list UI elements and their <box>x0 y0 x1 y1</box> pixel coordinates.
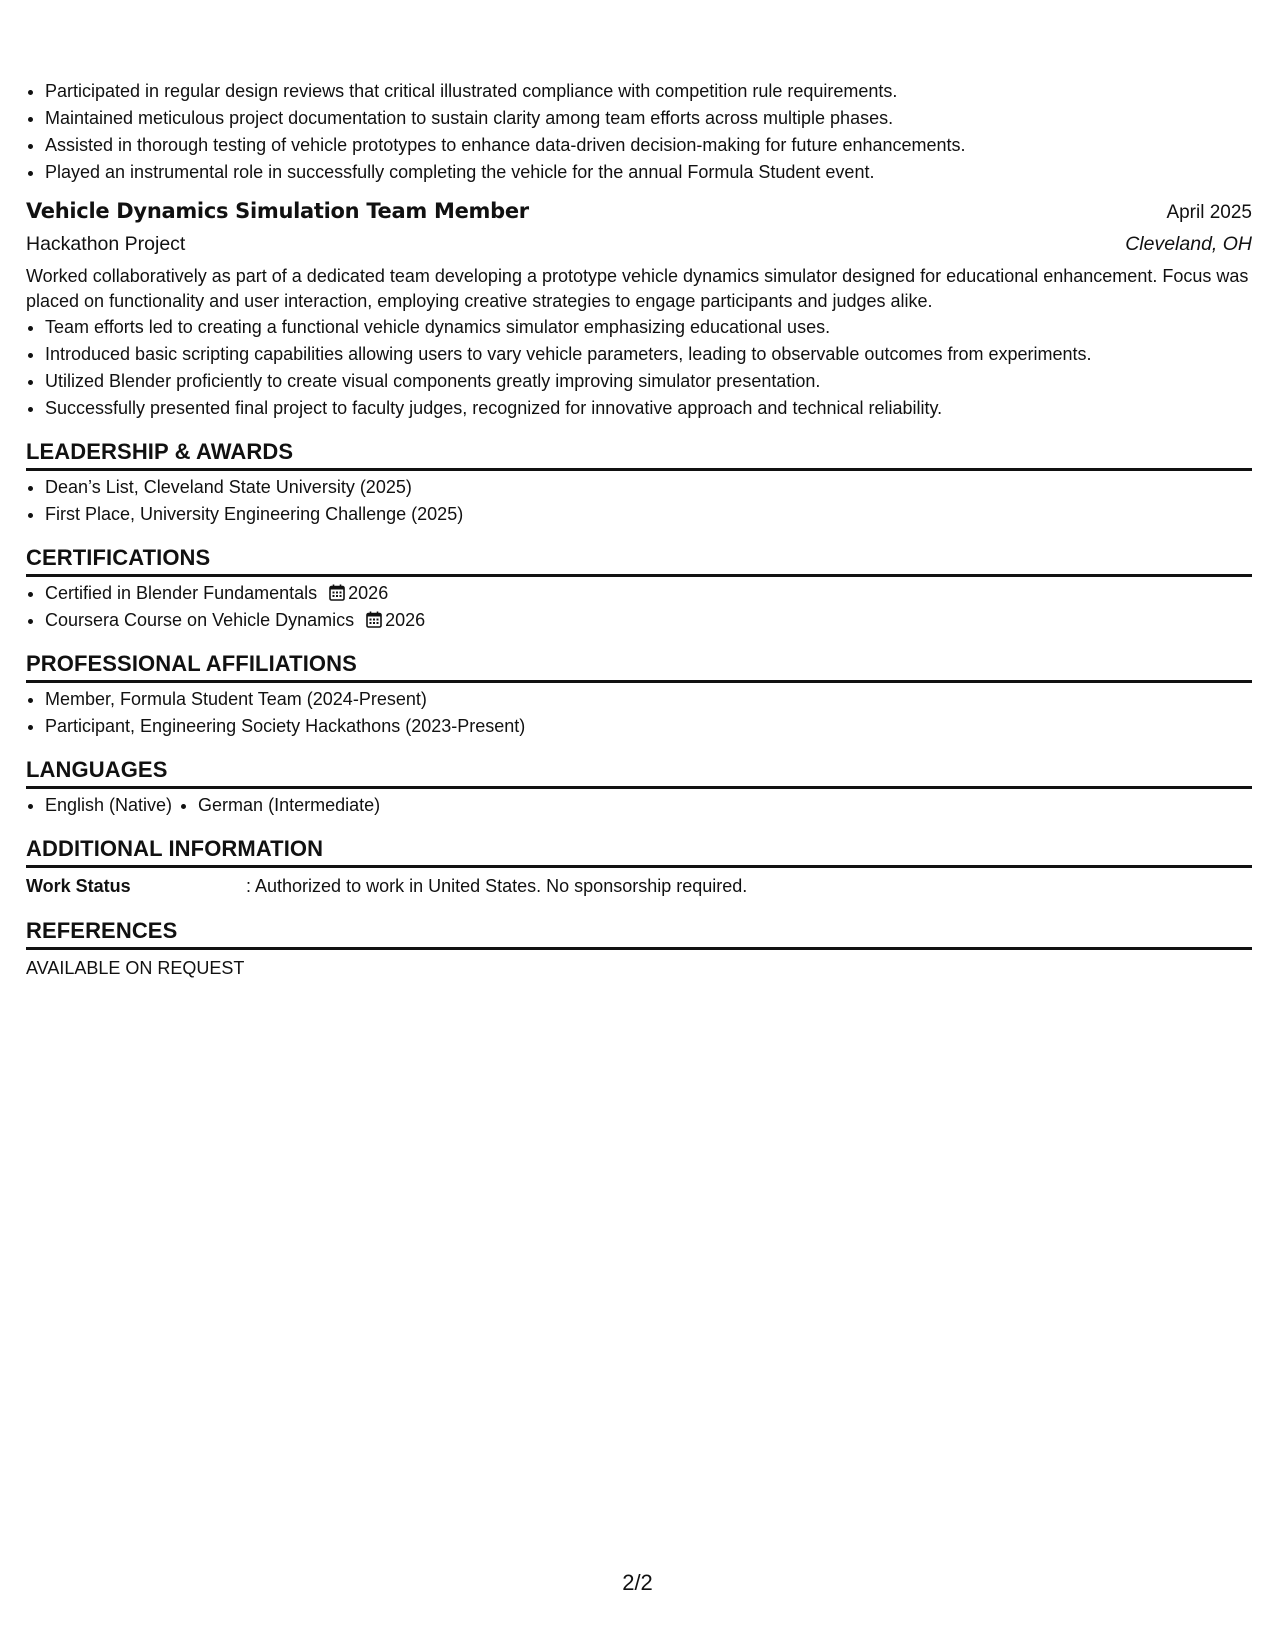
list-item: • Successfully presented final project to faculty judges, recognized for innovative approach and technical reliability. <box>45 395 1252 422</box>
languages-list <box>26 792 1252 819</box>
references-section <box>26 917 1252 983</box>
job-location: Cleveland, OH <box>1125 233 1252 255</box>
job-organization: Hackathon Project <box>26 233 186 255</box>
section-title: LANGUAGES <box>26 756 1252 789</box>
previous-role-bullets <box>26 78 1252 186</box>
section-title: CERTIFICATIONS <box>26 544 1252 577</box>
list-item <box>45 607 1252 634</box>
section-title: REFERENCES <box>26 917 1252 950</box>
page-number: 2/2 <box>622 1570 653 1595</box>
languages-section <box>26 756 1252 819</box>
certification-name: Certified in Blender Fundamentals <box>45 583 318 603</box>
leadership-list <box>26 474 1252 528</box>
list-item: • Participant, Engineering Society Hackathons (2023-Present) <box>45 713 1252 740</box>
calendar-icon <box>329 584 345 601</box>
list-item: • Played an instrumental role in successfully completing the vehicle for the annual Formula Student event. <box>45 159 1252 186</box>
certifications-list <box>26 580 1252 634</box>
list-item: • Introduced basic scripting capabilities allowing users to vary vehicle parameters, leading to observable outcomes from experiments. <box>45 341 1252 368</box>
certification-name: Coursera Course on Vehicle Dynamics <box>45 610 355 630</box>
work-status-value: : Authorized to work in United States. No sponsorship required. <box>246 876 748 896</box>
list-item: • Utilized Blender proficiently to create visual components greatly improving simulator presentation. <box>45 368 1252 395</box>
list-item: • Member, Formula Student Team (2024-Present) <box>45 686 1252 713</box>
list-item <box>45 580 1252 607</box>
section-title: LEADERSHIP & AWARDS <box>26 438 1252 471</box>
resume-page <box>26 78 1252 983</box>
section-title: ADDITIONAL INFORMATION <box>26 835 1252 868</box>
certification-year: 2026 <box>385 610 426 630</box>
calendar-icon <box>366 611 382 628</box>
job-entry <box>26 196 1252 422</box>
references-text: AVAILABLE ON REQUEST <box>26 958 245 978</box>
certifications-section <box>26 544 1252 634</box>
job-subheader <box>26 228 1252 260</box>
section-title: PROFESSIONAL AFFILIATIONS <box>26 650 1252 683</box>
list-item: • First Place, University Engineering Challenge (2025) <box>45 501 1252 528</box>
list-item: • Assisted in thorough testing of vehicle prototypes to enhance data-driven decision-making for future enhancements. <box>45 132 1252 159</box>
list-item: • Maintained meticulous project documentation to sustain clarity among team efforts across multiple phases. <box>45 105 1252 132</box>
job-title: Vehicle Dynamics Simulation Team Member <box>26 199 529 223</box>
leadership-section <box>26 438 1252 528</box>
job-bullets <box>26 314 1252 422</box>
list-item: • Dean’s List, Cleveland State University (2025) <box>45 474 1252 501</box>
job-description: Worked collaboratively as part of a dedicated team developing a prototype vehicle dynamics simulator designed for educational enhancement. Focus was placed on functionality and user interaction, employing creative strategies to engage participants and judges alike. <box>26 266 1249 311</box>
list-item: • Participated in regular design reviews that critical illustrated compliance with competition rule requirements. <box>45 78 1252 105</box>
work-status-row <box>26 871 1252 901</box>
additional-info-section <box>26 835 1252 901</box>
list-item: • English (Native) <box>45 792 172 819</box>
certification-year: 2026 <box>348 583 389 603</box>
job-header <box>26 196 1252 228</box>
list-item: • German (Intermediate) <box>198 792 380 819</box>
affiliations-section <box>26 650 1252 740</box>
job-date: April 2025 <box>1166 202 1252 223</box>
work-status-label: Work Status <box>26 876 131 896</box>
affiliations-list <box>26 686 1252 740</box>
list-item: • Team efforts led to creating a functional vehicle dynamics simulator emphasizing educational uses. <box>45 314 1252 341</box>
